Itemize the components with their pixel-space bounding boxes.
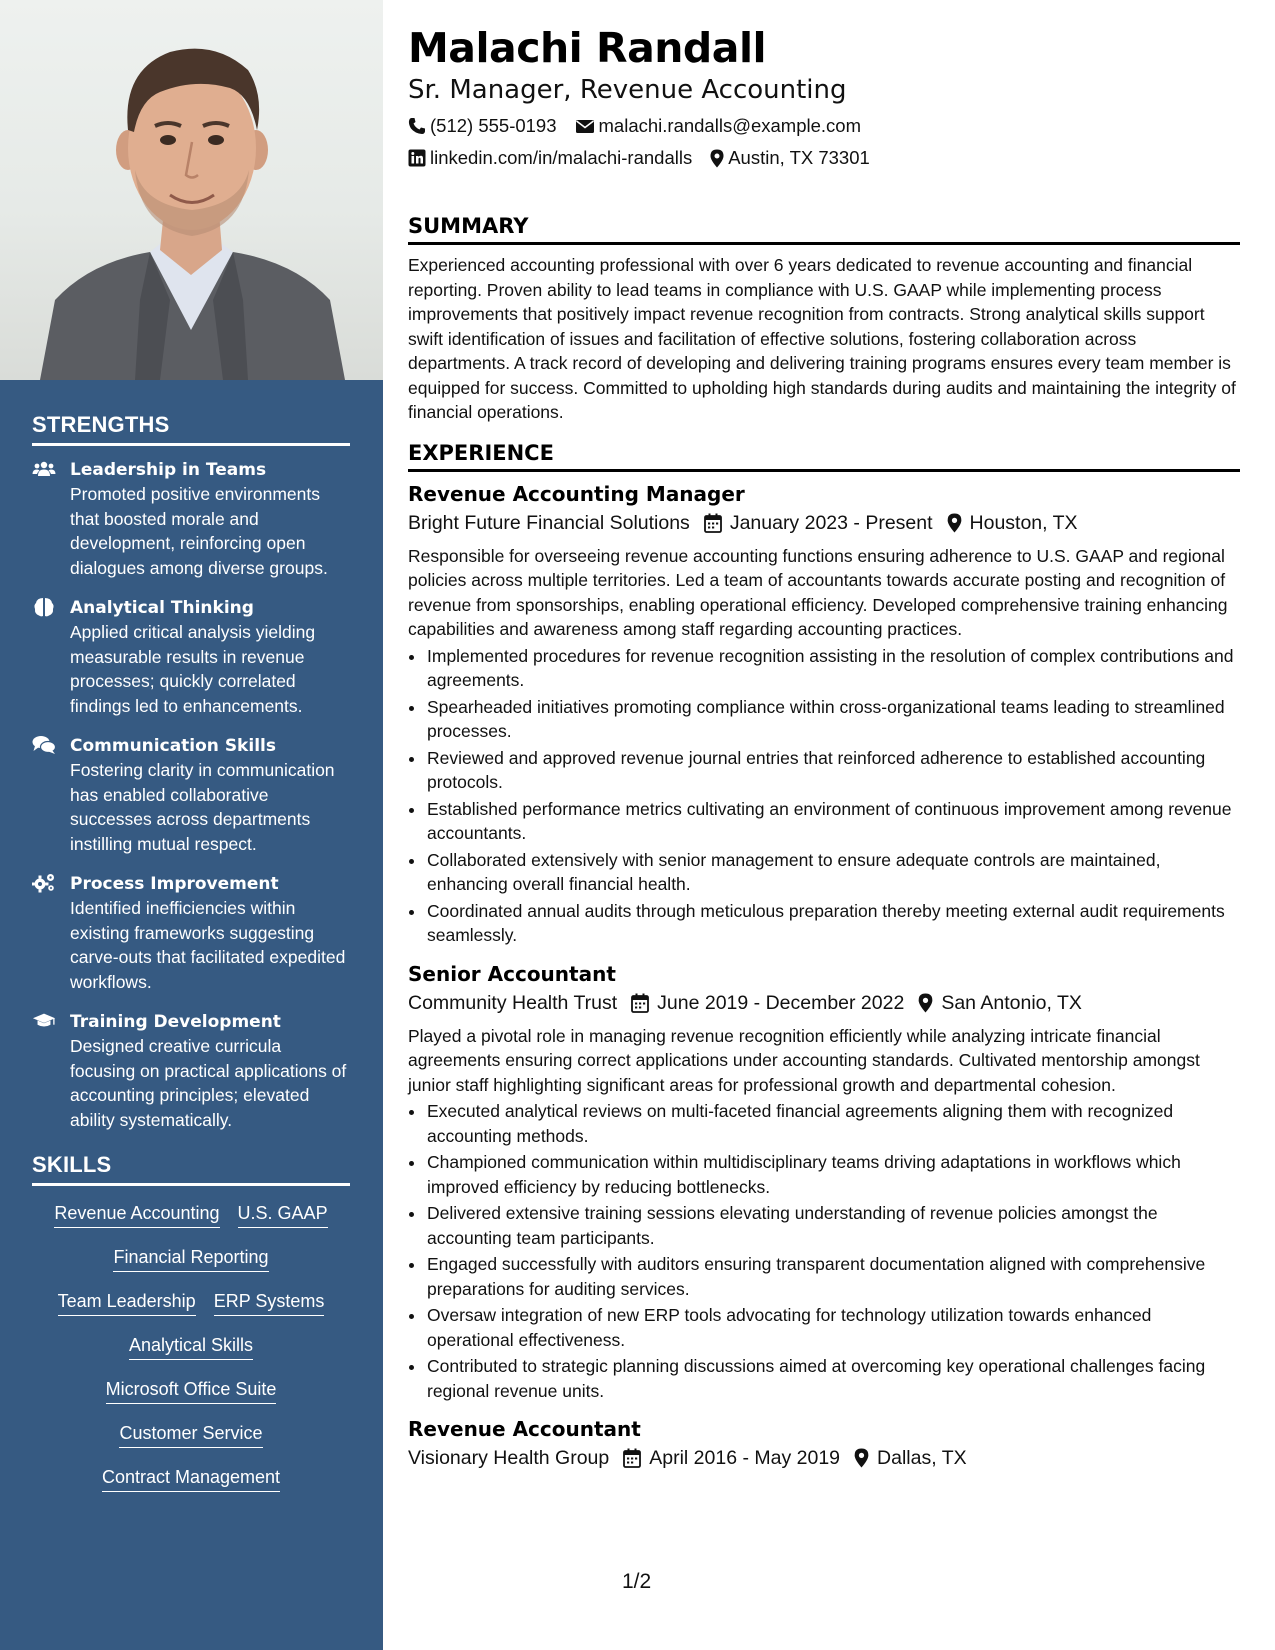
strength-desc: Identified inefficiencies within existing frameworks suggesting carve-outs that facilitated expedited workflows. [70, 898, 346, 992]
job-dates [623, 1443, 840, 1473]
strength-title: Process Improvement [70, 874, 279, 894]
job-meta [408, 508, 1240, 538]
job-entry [408, 480, 1240, 948]
job-location [918, 988, 1082, 1018]
job-bullet: • Reviewed and approved revenue journal entries that reinforced adherence to established accounting protocols. [426, 746, 1240, 795]
strength-title: Communication Skills [70, 736, 276, 756]
users-icon [32, 458, 56, 480]
strength-desc: Applied critical analysis yielding measurable results in revenue processes; quickly correlated findings led to enhancements. [70, 622, 316, 716]
strength-item [32, 734, 350, 856]
strength-desc: Fostering clarity in communication has enabled collaborative successes across departments instilling mutual respect. [70, 760, 335, 854]
job-company: Community Health Trust [408, 991, 618, 1014]
linkedin-text: linkedin.com/in/malachi-randalls [430, 147, 693, 168]
job-entry [408, 1415, 1240, 1473]
strength-desc: Promoted positive environments that boosted morale and development, reinforcing open dialogues among diverse groups. [70, 484, 328, 578]
job-meta [408, 1443, 1240, 1473]
candidate-name: Malachi Randall [408, 24, 767, 72]
job-dates-text: June 2019 - December 2022 [657, 991, 905, 1014]
job-bullet: • Oversaw integration of new ERP tools advocating for technology utilization towards enhanced operational effectiveness. [426, 1303, 1240, 1352]
job-role: Senior Accountant [408, 961, 616, 986]
job-role: Revenue Accountant [408, 1417, 641, 1441]
skill-tag: Financial Reporting [113, 1246, 268, 1272]
job-bullets [408, 644, 1240, 948]
phone-contact[interactable] [408, 110, 557, 142]
strength-title: Training Development [70, 1012, 281, 1032]
skills-heading: SKILLS [32, 1152, 350, 1186]
sidebar [0, 0, 383, 1650]
skill-tag: Customer Service [119, 1422, 262, 1448]
calendar-icon [631, 993, 649, 1013]
portrait-illustration [0, 0, 383, 380]
job-company: Bright Future Financial Solutions [408, 511, 690, 534]
job-bullet: • Contributed to strategic planning discussions aimed at overcoming key operational challenges facing regional revenue units. [426, 1354, 1240, 1403]
job-description: Responsible for overseeing revenue accounting functions ensuring adherence to U.S. GAAP and regional policies across multiple territories. Led a team of accountants towards accurate posting and recognition of revenue from sponsorships, enabling operational efficiency. Developed comprehensive training enhancing capabilities and awareness among staff regarding accounting practices. [408, 545, 1228, 639]
summary-section [408, 212, 1240, 425]
linkedin-icon [408, 149, 426, 167]
strength-item [32, 596, 350, 718]
job-bullet: • Engaged successfully with auditors ensuring transparent documentation aligned with comprehensive preparations for auditing services. [426, 1252, 1240, 1301]
location-contact [710, 142, 870, 174]
experience-heading: EXPERIENCE [408, 439, 1240, 472]
strength-desc: Designed creative curricula focusing on practical applications of accounting principles; elevated ability systematically. [70, 1036, 347, 1130]
job-dates [631, 988, 904, 1018]
job-meta [408, 988, 1240, 1018]
job-bullet: • Executed analytical reviews on multi-faceted financial agreements aligning them with recognized accounting methods. [426, 1099, 1240, 1148]
strength-title: Analytical Thinking [70, 598, 254, 618]
calendar-icon [704, 513, 722, 533]
job-bullet: • Spearheaded initiatives promoting compliance within cross-organizational teams leading to streamlined processes. [426, 695, 1240, 744]
envelope-icon [575, 118, 595, 134]
linkedin-contact[interactable] [408, 142, 692, 174]
job-location [947, 508, 1078, 538]
job-bullet: • Collaborated extensively with senior management to ensure adequate controls are maintained, enhancing overall financial health. [426, 848, 1240, 897]
page-number: 1/2 [622, 1570, 652, 1593]
location-text: Austin, TX 73301 [728, 147, 870, 168]
phone-icon [408, 117, 426, 135]
strength-item [32, 872, 350, 994]
contact-row [408, 142, 1240, 174]
job-bullet: • Implemented procedures for revenue recognition assisting in the resolution of complex contributions and agreements. [426, 644, 1240, 693]
skills-list [32, 1202, 350, 1492]
job-bullet: • Championed communication within multidisciplinary teams driving adaptations in workflows which improved efficiency by reducing bottlenecks. [426, 1150, 1240, 1199]
summary-text: Experienced accounting professional with over 6 years dedicated to revenue accounting and financial reporting. Proven ability to lead teams in compliance with U.S. GAAP while implementing process improvements that positively impact revenue recognition from contracts. Strong analytical skills support swift identification of issues and facilitation of effective solutions, fostering collaboration across departments. A track record of developing and delivering training programs ensures every team member is equipped for success. Committed to upholding high standards during audits and maintaining the integrity of financial operations. [408, 255, 1236, 422]
graduation-cap-icon [32, 1010, 56, 1032]
job-bullets [408, 1099, 1240, 1403]
job-location-text: Dallas, TX [877, 1447, 967, 1469]
skill-tag: Microsoft Office Suite [106, 1378, 277, 1404]
map-pin-icon [710, 149, 724, 168]
job-bullet: • Coordinated annual audits through meticulous preparation thereby meeting external audit requirements seamlessly. [426, 899, 1240, 948]
strength-item [32, 1010, 350, 1132]
skill-tag: Revenue Accounting [54, 1202, 219, 1228]
map-pin-icon [854, 1448, 869, 1468]
summary-heading: SUMMARY [408, 212, 1240, 245]
job-location-text: San Antonio, TX [941, 991, 1082, 1014]
skill-tag: Team Leadership [58, 1290, 196, 1316]
job-dates [704, 508, 933, 538]
strength-title: Leadership in Teams [70, 460, 267, 480]
job-bullet: • Delivered extensive training sessions elevating understanding of revenue policies amongst the accounting team participants. [426, 1201, 1240, 1250]
brain-icon [32, 596, 56, 618]
map-pin-icon [947, 513, 962, 533]
candidate-title: Sr. Manager, Revenue Accounting [408, 75, 847, 105]
strengths-heading: STRENGTHS [32, 412, 350, 446]
job-description: Played a pivotal role in managing revenue recognition efficiently while analyzing intricate financial agreements ensuring correct applications under accounting standards. Cultivated mentorship amongst junior staff highlighting significant areas for professional growth and departmental cohesion. [408, 1025, 1200, 1095]
contact-row [408, 110, 1240, 142]
email-text: malachi.randalls@example.com [598, 115, 861, 136]
main-content [408, 22, 1240, 1485]
job-entry [408, 960, 1240, 1404]
calendar-icon [623, 1448, 641, 1468]
job-location-text: Houston, TX [969, 511, 1078, 534]
job-company: Visionary Health Group [408, 1447, 610, 1469]
job-dates-text: April 2016 - May 2019 [649, 1447, 841, 1469]
email-contact[interactable] [575, 110, 861, 142]
map-pin-icon [918, 993, 933, 1013]
job-role: Revenue Accounting Manager [408, 481, 745, 506]
job-dates-text: January 2023 - Present [729, 511, 933, 534]
skill-tag: U.S. GAAP [238, 1202, 328, 1228]
experience-section [408, 439, 1240, 1474]
skill-tag: Analytical Skills [129, 1334, 253, 1360]
phone-text: (512) 555-0193 [430, 115, 557, 136]
cogs-icon [32, 872, 56, 894]
skill-tag: Contract Management [102, 1466, 280, 1492]
job-location [854, 1443, 967, 1473]
comments-icon [32, 734, 56, 756]
profile-photo [0, 0, 383, 380]
skill-tag: ERP Systems [214, 1290, 325, 1316]
job-bullet: • Established performance metrics cultivating an environment of continuous improvement among revenue accountants. [426, 797, 1240, 846]
strength-item [32, 458, 350, 580]
